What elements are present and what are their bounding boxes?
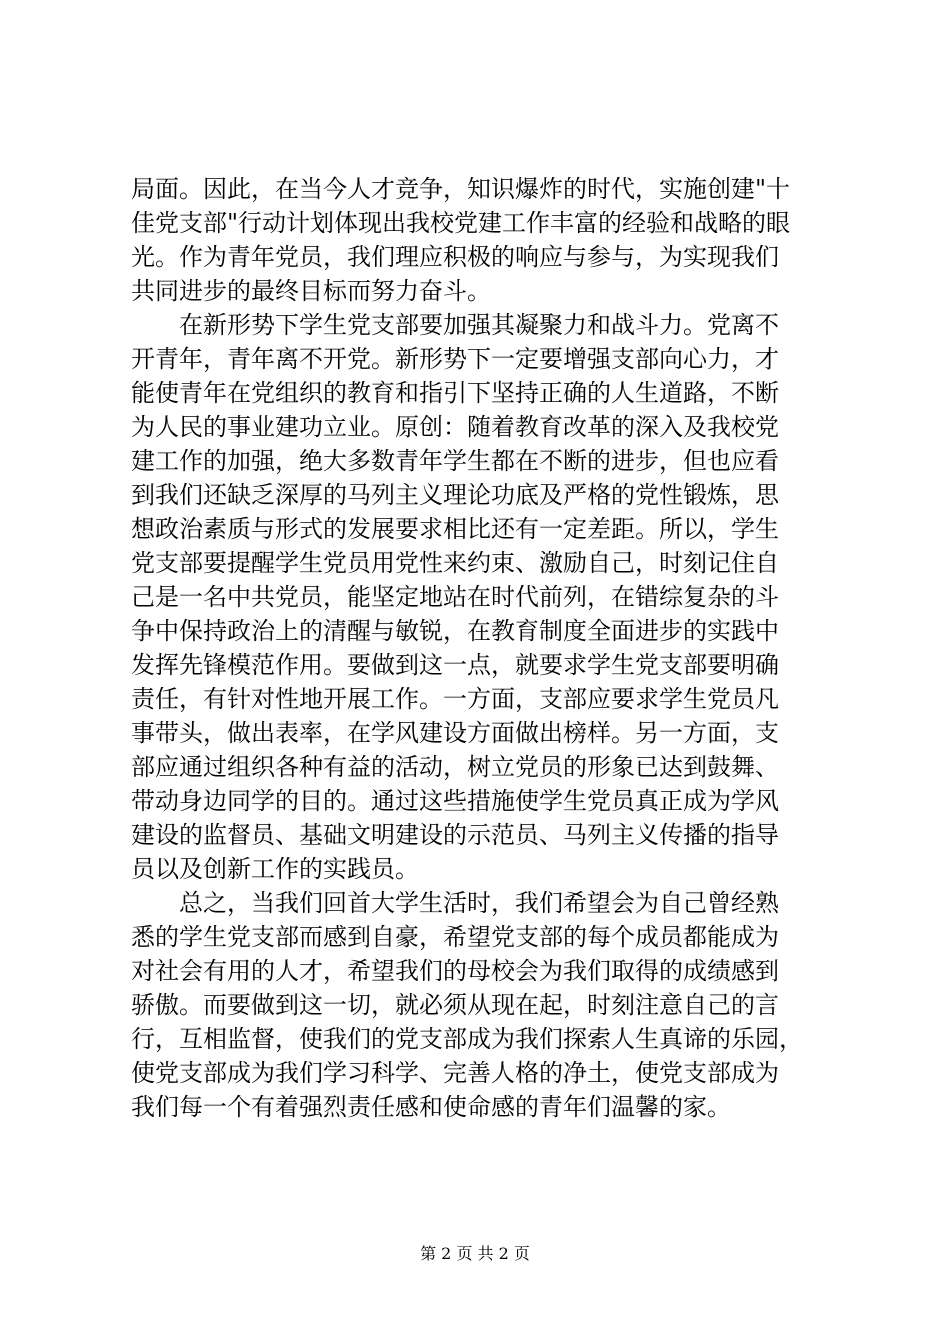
text-line: 为人民的事业建功立业。原创：随着教育改革的深入及我校党	[131, 413, 779, 441]
paragraph-start-line: 在新形势下学生党支部要加强其凝聚力和战斗力。党离不	[179, 311, 779, 339]
text-line: 行，互相监督，使我们的党支部成为我们探索人生真谛的乐园，	[131, 1025, 803, 1053]
text-line: 事带头，做出表率，在学风建设方面做出榜样。另一方面，支	[131, 719, 779, 747]
paragraph-start-line: 总之，当我们回首大学生活时，我们希望会为自己曾经熟	[179, 889, 779, 917]
text-line: 悉的学生党支部而感到自豪，希望党支部的每个成员都能成为	[131, 923, 779, 951]
text-line: 党支部要提醒学生党员用党性来约束、激励自己，时刻记住自	[131, 549, 779, 577]
text-line: 开青年，青年离不开党。新形势下一定要增强支部向心力，才	[131, 345, 779, 373]
text-line: 我们每一个有着强烈责任感和使命感的青年们温馨的家。	[131, 1093, 731, 1121]
text-line: 责任，有针对性地开展工作。一方面，支部应要求学生党员凡	[131, 685, 779, 713]
text-line: 争中保持政治上的清醒与敏锐，在教育制度全面进步的实践中	[131, 617, 779, 645]
text-line: 建工作的加强，绝大多数青年学生都在不断的进步，但也应看	[131, 447, 779, 475]
text-line: 使党支部成为我们学习科学、完善人格的净土，使党支部成为	[131, 1059, 779, 1087]
text-line: 对社会有用的人才，希望我们的母校会为我们取得的成绩感到	[131, 957, 779, 985]
text-line: 光。作为青年党员，我们理应积极的响应与参与，为实现我们	[131, 243, 779, 271]
text-line: 能使青年在党组织的教育和指引下坚持正确的人生道路，不断	[131, 379, 779, 407]
text-line: 员以及创新工作的实践员。	[131, 855, 419, 883]
text-line: 发挥先锋模范作用。要做到这一点，就要求学生党支部要明确	[131, 651, 779, 679]
text-line: 己是一名中共党员，能坚定地站在时代前列，在错综复杂的斗	[131, 583, 779, 611]
text-line: 骄傲。而要做到这一切，就必须从现在起，时刻注意自己的言	[131, 991, 779, 1019]
page-number-footer: 第 2 页 共 2 页	[420, 1244, 530, 1263]
text-line: 到我们还缺乏深厚的马列主义理论功底及严格的党性锻炼，思	[131, 481, 779, 509]
text-line: 部应通过组织各种有益的活动，树立党员的形象已达到鼓舞、	[131, 753, 779, 781]
text-line: 带动身边同学的目的。通过这些措施使学生党员真正成为学风	[131, 787, 779, 815]
text-line: 共同进步的最终目标而努力奋斗。	[131, 277, 491, 305]
text-line: 建设的监督员、基础文明建设的示范员、马列主义传播的指导	[131, 821, 779, 849]
text-line: 想政治素质与形式的发展要求相比还有一定差距。所以，学生	[131, 515, 779, 543]
text-line: 局面。因此，在当今人才竞争，知识爆炸的时代，实施创建"十	[131, 175, 791, 203]
body-text	[131, 172, 831, 1124]
text-line: 佳党支部"行动计划体现出我校党建工作丰富的经验和战略的眼	[131, 209, 791, 237]
